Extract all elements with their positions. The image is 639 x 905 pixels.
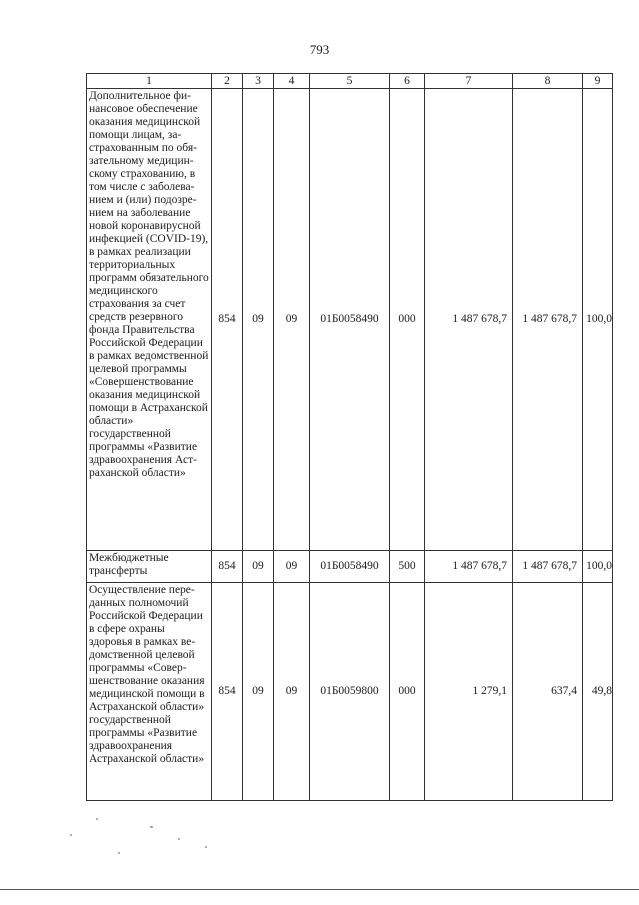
cell-col-7: 1 487 678,7 [425,89,513,551]
column-header: 3 [243,74,274,89]
cell-col-6: 000 [390,89,425,551]
column-header: 1 [87,74,212,89]
table-row [87,583,613,801]
cell-col-5: 01Б0058490 [310,551,390,583]
row-description: Осуществление переданных полномочий Российской Федерации в сфере охраны здоровья в рамках ведомственной целевой программы «Совершенствование оказания медицинской помощи в Астраханской области» государственной программы «Развитие здравоохранения Астраханской области» [87,583,212,801]
row-description: Межбюджетные трансферты [87,551,212,583]
scan-speck [150,826,153,828]
cell-col-2: 854 [212,551,243,583]
cell-col-3: 09 [243,89,274,551]
cell-col-8: 637,4 [513,583,583,801]
column-header: 7 [425,74,513,89]
cell-col-7: 1 487 678,7 [425,551,513,583]
scan-speck [96,818,98,820]
table-row [87,551,613,583]
cell-col-7: 1 279,1 [425,583,513,801]
cell-col-3: 09 [243,583,274,801]
scan-speck [205,846,207,848]
cell-col-4: 09 [274,89,310,551]
cell-col-4: 09 [274,583,310,801]
column-header: 9 [583,74,613,89]
page-number: 793 [309,42,330,57]
budget-table [86,73,613,801]
cell-col-8: 1 487 678,7 [513,551,583,583]
column-header: 5 [310,74,390,89]
scan-speck [70,834,72,836]
column-header: 6 [390,74,425,89]
cell-col-5: 01Б0059800 [310,583,390,801]
table-header-row [87,74,613,89]
cell-col-9: 100,0 [583,89,613,551]
table-row [87,89,613,551]
cell-col-2: 854 [212,89,243,551]
scan-speck [178,838,180,840]
column-header: 8 [513,74,583,89]
column-header: 4 [274,74,310,89]
column-header: 2 [212,74,243,89]
cell-col-2: 854 [212,583,243,801]
cell-col-9: 49,8 [583,583,613,801]
cell-col-6: 000 [390,583,425,801]
cell-col-8: 1 487 678,7 [513,89,583,551]
cell-col-6: 500 [390,551,425,583]
cell-col-4: 09 [274,551,310,583]
cell-col-5: 01Б0058490 [310,89,390,551]
scan-speck [118,852,120,854]
row-description: Дополнительное финансовое обеспечение оказания медицинской помощи лицам, застрахованным по обязательному медицинскому страхованию, в том числе с заболеванием и (или) подозрением на заболевание новой коронавирусной инфекцией (COVID-19), в рамках реализации территориальных программ обязательного медицинского страхования за счет средств резервного фонда Правительства Российской Федерации в рамках ведомственной целевой программы «Совершенствование оказания медицинской помощи в Астраханской области» государственной программы «Развитие здравоохранения Астраханской области» [87,89,212,551]
scan-edge-line [0,889,639,890]
cell-col-9: 100,0 [583,551,613,583]
cell-col-3: 09 [243,551,274,583]
